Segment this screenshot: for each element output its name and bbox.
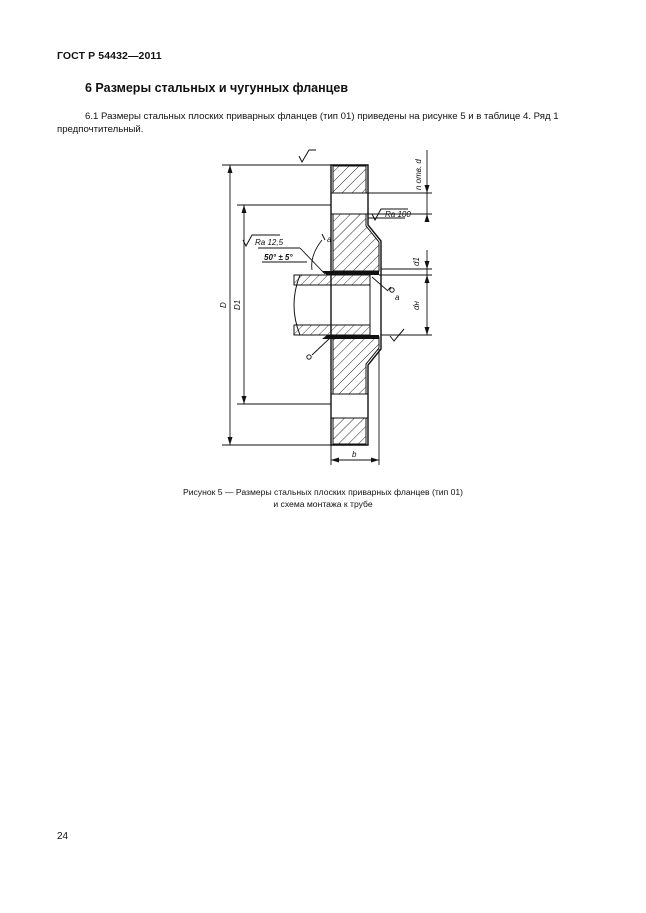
label-weld-a2: a (327, 235, 332, 244)
label-n-otv-d: n отв. d (414, 159, 423, 190)
label-weld-a: a (395, 293, 400, 302)
pipe (294, 275, 370, 335)
flange-sections (333, 166, 379, 444)
page-number: 24 (57, 831, 69, 842)
figure-caption (0, 486, 646, 510)
label-D: D (219, 302, 228, 308)
weld-mark-b (307, 355, 311, 359)
label-dn: dн (412, 301, 421, 310)
document-code: ГОСТ Р 54432—2011 (57, 50, 162, 62)
label-ra100: Ra 100 (385, 210, 411, 219)
caption-line-1: Рисунок 5 — Размеры стальных плоских приварных фланцев (тип 01) (182, 487, 464, 497)
section-title: 6 Размеры стальных и чугунных фланцев (85, 81, 349, 95)
dimension-lines (222, 150, 432, 465)
label-ra12-5: Ra 12,5 (255, 238, 284, 247)
label-angle: 50° ± 5° (264, 253, 293, 262)
label-D1: D1 (233, 299, 242, 310)
label-d1: d1 (412, 257, 421, 266)
label-b: b (352, 450, 357, 459)
flange-outline (331, 165, 381, 445)
paragraph-text: 6.1 Размеры стальных плоских приварных фланцев (тип 01) приведены на рисунке 5 и в таблице 4. Ряд 1 предпочтительный. (57, 111, 559, 135)
weld-mark-a (390, 288, 394, 292)
caption-line-2: и схема монтажа к трубе (273, 499, 373, 509)
